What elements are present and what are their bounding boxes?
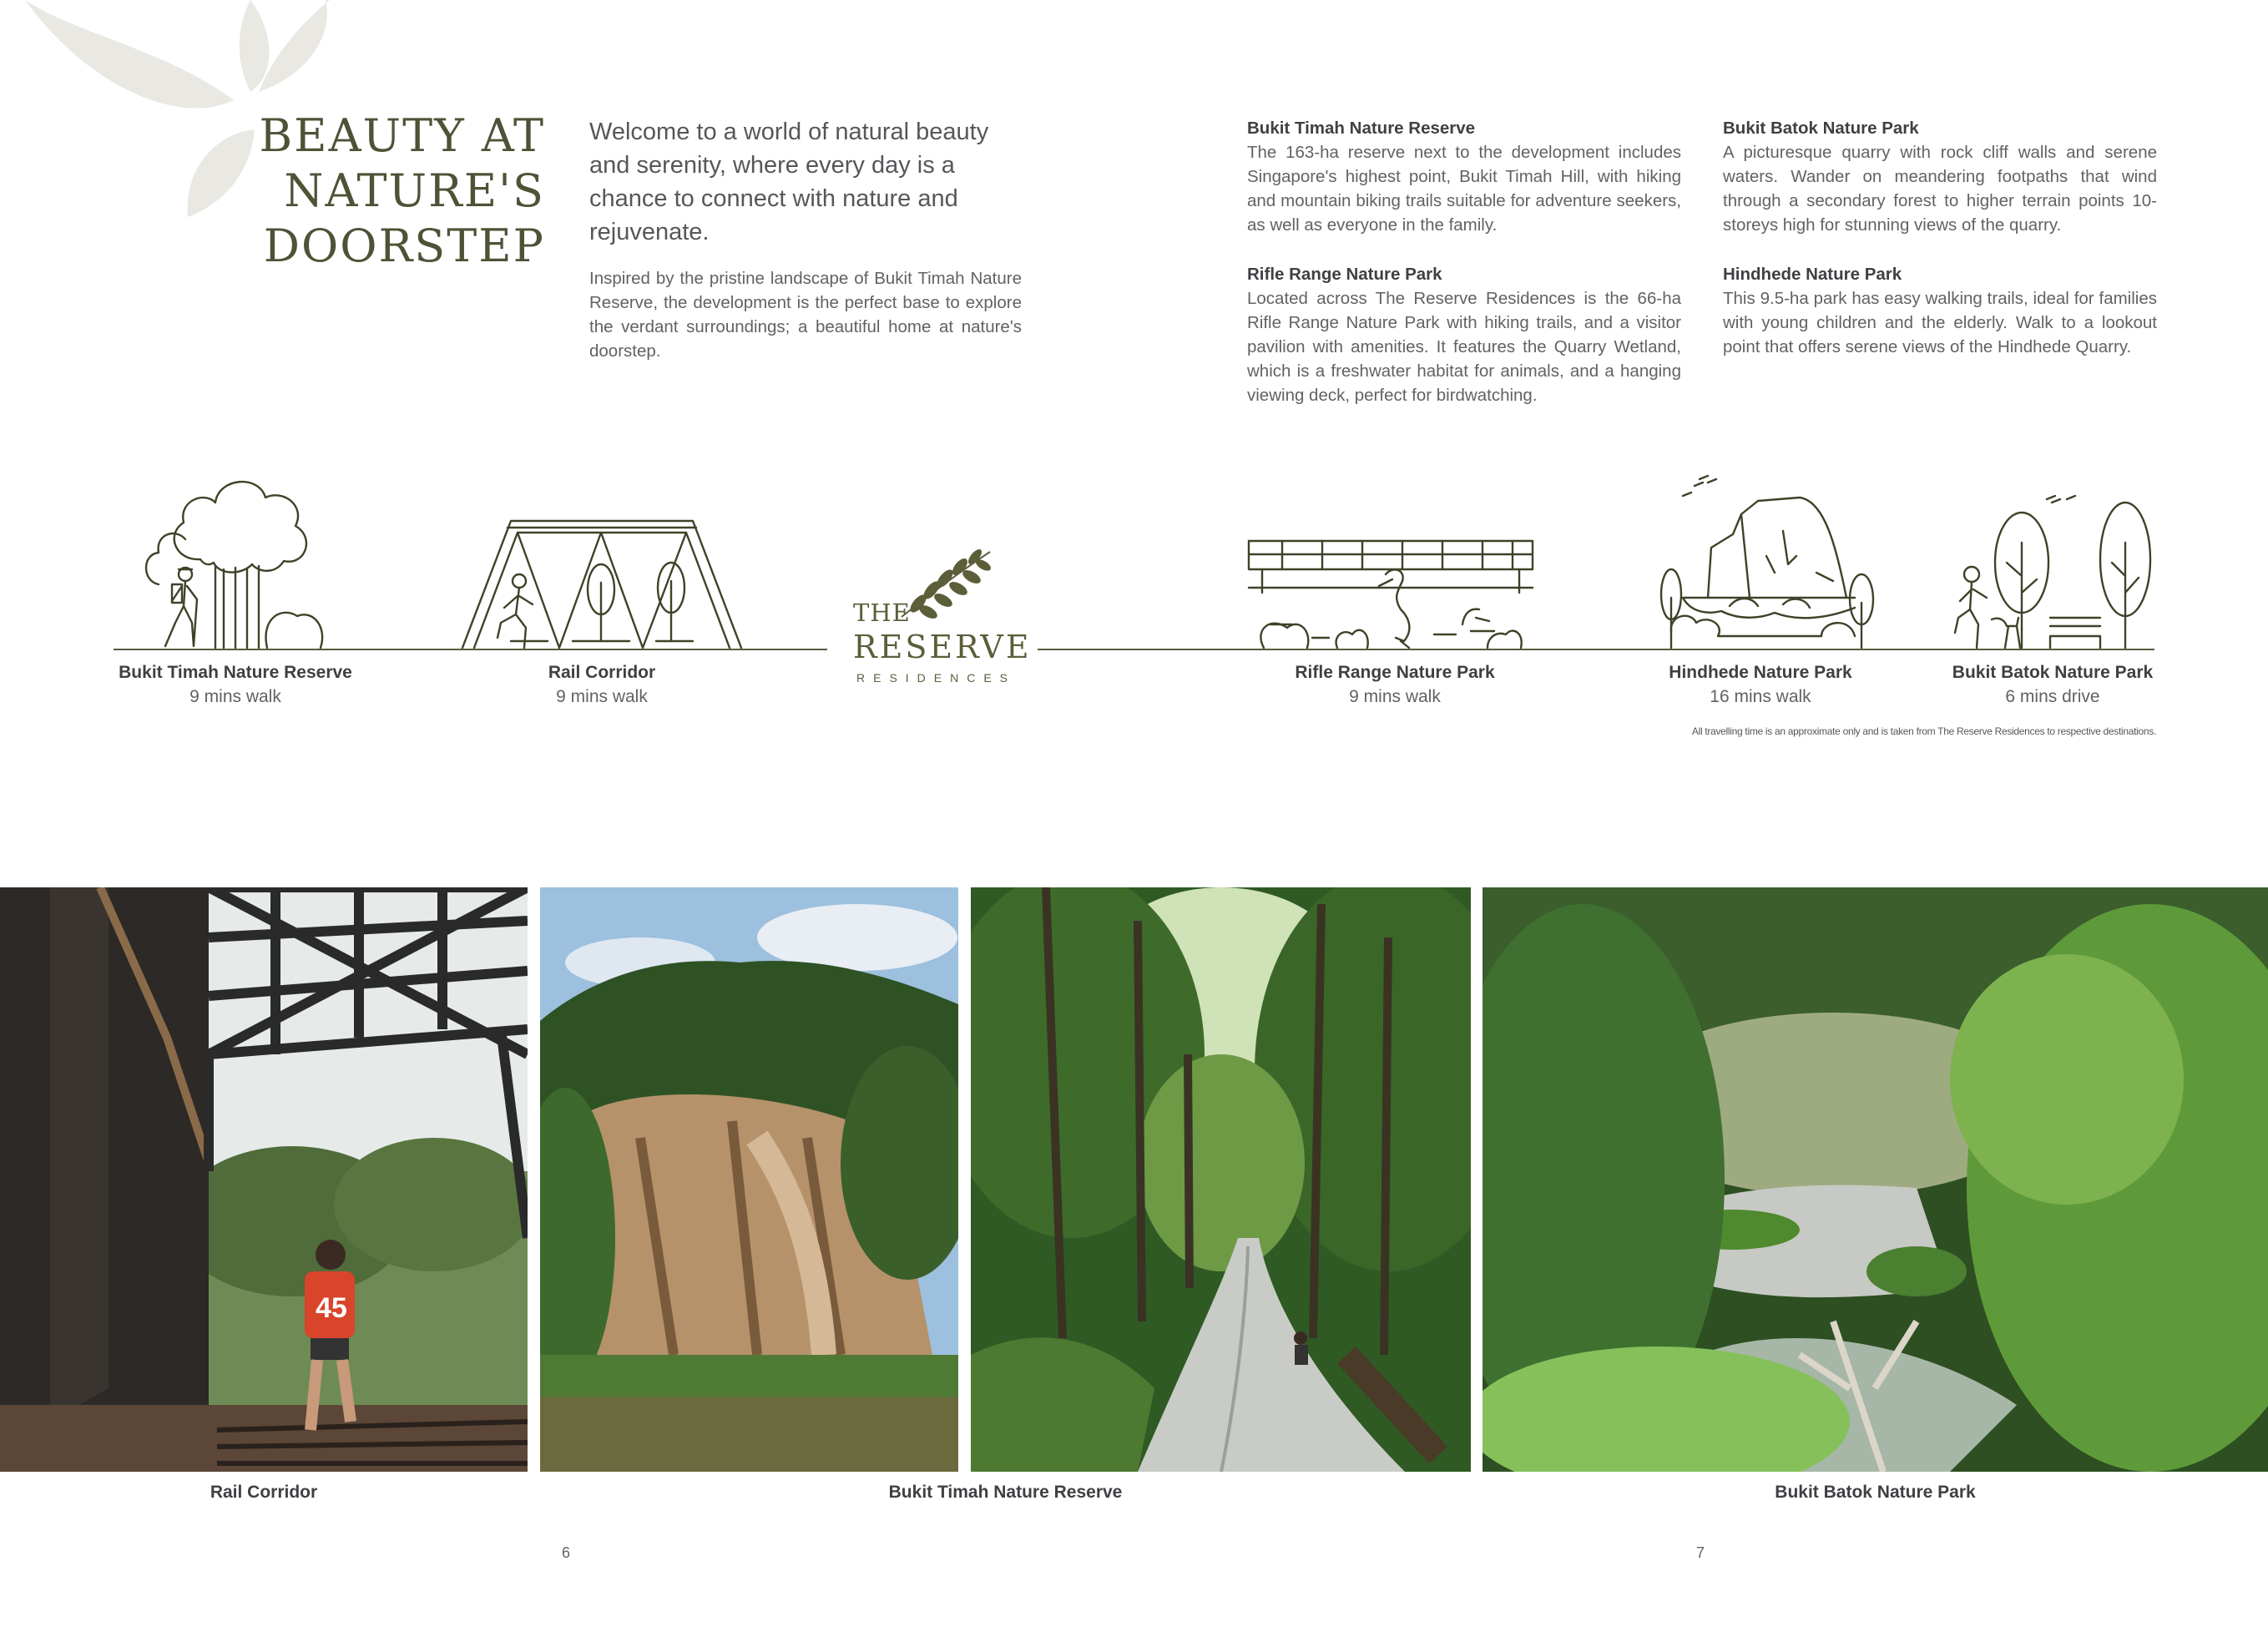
jersey-number: 45	[316, 1292, 347, 1324]
title-line-1: BEAUTY AT	[259, 109, 545, 162]
desc-title: Hindhede Nature Park	[1723, 265, 1902, 284]
location-time: 9 mins walk	[189, 687, 281, 706]
page-number-left: 6	[562, 1544, 571, 1561]
bukit-batok-park-photo	[1483, 887, 2268, 1472]
park-bench-icon	[1942, 493, 2159, 649]
title-line-2: NATURE'S	[284, 164, 545, 217]
truss-bridge-icon	[456, 516, 748, 649]
desc-body: A picturesque quarry with rock cliff walls and serene waters. Wander on meandering footpaths that wind through a secondary forest to higher terrain points 10-storeys high for stunning views of the quarry.	[1723, 143, 2157, 235]
quarry-cliff-photo	[540, 887, 958, 1472]
location-name: Bukit Timah Nature Reserve	[119, 663, 352, 682]
quarry-cliff-icon	[1658, 472, 1880, 649]
desc-rifle-range	[1247, 262, 1681, 407]
rail-corridor-photo	[0, 887, 528, 1472]
title-line-3: DOORSTEP	[263, 220, 545, 272]
desc-body: This 9.5-ha park has easy walking trails, ideal for families with young children and the elderly. Walk to a lookout point that offers serene views of the Hindhede Quarry.	[1723, 289, 2157, 356]
location-time: 9 mins walk	[1349, 687, 1441, 706]
location-name: Bukit Batok Nature Park	[1952, 663, 2154, 682]
location-time: 6 mins drive	[2005, 687, 2100, 706]
logo-residences: RESIDENCES	[856, 671, 1017, 685]
travel-time-footnote: All travelling time is an approximate only and is taken from The Reserve Residences to respective destinations.	[1691, 725, 2156, 737]
logo-reserve: RESERVE	[853, 629, 1032, 665]
forest-trail-photo	[971, 887, 1471, 1472]
desc-hindhede	[1723, 262, 2157, 359]
desc-bukit-batok	[1723, 116, 2157, 237]
desc-body: The 163-ha reserve next to the development includes Singapore's highest point, Bukit Timah Hill, with hiking and mountain biking trails suitable for adventure seekers, as well as everyone in the family.	[1247, 143, 1681, 235]
desc-title: Bukit Batok Nature Park	[1723, 119, 1919, 138]
page-number-right: 7	[1696, 1544, 1705, 1561]
location-time: 16 mins walk	[1710, 687, 1811, 706]
caption-bukit-timah: Bukit Timah Nature Reserve	[888, 1483, 1123, 1502]
location-time: 9 mins walk	[556, 687, 648, 706]
desc-title: Rifle Range Nature Park	[1247, 265, 1442, 284]
location-name: Hindhede Nature Park	[1669, 663, 1852, 682]
desc-body: Located across The Reserve Residences is the 66-ha Rifle Range Nature Park with hiking trails, and a visitor pavilion with amenities. It features the Quarry Wetland, which is a freshwater habitat for animals, and a hanging viewing deck, perfect for birdwatching.	[1247, 289, 1681, 405]
intro-paragraph: Inspired by the pristine landscape of Bukit Timah Nature Reserve, the development is the perfect base to explore the verdant surroundings; a beautiful home at nature's doorstep.	[589, 269, 1022, 361]
location-name: Rifle Range Nature Park	[1295, 663, 1495, 682]
wetland-heron-icon	[1245, 538, 1538, 649]
desc-title: Bukit Timah Nature Reserve	[1247, 119, 1476, 138]
location-name: Rail Corridor	[548, 663, 656, 682]
lead-paragraph: Welcome to a world of natural beauty and serenity, where every day is a chance to connect with nature and rejuvenate.	[589, 119, 989, 245]
caption-rail-corridor: Rail Corridor	[210, 1483, 318, 1502]
logo-the: THE	[853, 599, 911, 627]
caption-bukit-batok: Bukit Batok Nature Park	[1775, 1483, 1976, 1502]
brand-logo	[843, 547, 1031, 693]
tree-hiker-icon	[142, 467, 334, 649]
page-title	[194, 109, 545, 274]
desc-bukit-timah	[1247, 116, 1681, 237]
